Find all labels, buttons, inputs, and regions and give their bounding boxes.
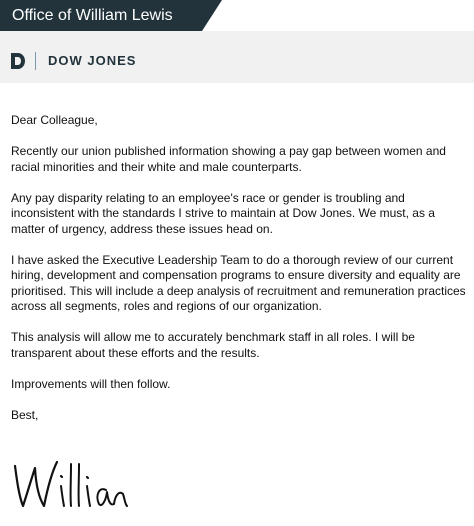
letter-paragraph: Improvements will then follow.	[11, 376, 171, 391]
letter-body	[11, 113, 466, 439]
company-logo-text: DOW JONES	[48, 53, 137, 68]
logo-divider	[35, 52, 36, 70]
letter-paragraph: Any pay disparity relating to an employee's race or gender is troubling and inconsistent with the standards I strive to maintain at Dow Jones. We must, as a matter of urgency, address these issues head on.	[11, 190, 435, 236]
letter-closing: Best,	[11, 407, 39, 422]
letter-paragraph: Recently our union published information showing a pay gap between women and racial minorities and their white and male counterparts.	[11, 144, 446, 174]
letter-paragraph: I have asked the Executive Leadership Team to do a thorough review of our current hiring, development and compensation programs to ensure diversity and equality are prioritised. This will include a deep analysis of recruitment and remuneration practices across all segments, roles and regions of our organization.	[11, 252, 466, 313]
handwritten-signature	[11, 456, 131, 516]
letter-salutation: Dear Colleague,	[11, 113, 98, 127]
page-title: Office of William Lewis	[12, 7, 173, 24]
dow-jones-d-mark-icon	[11, 53, 25, 69]
letter-paragraph: This analysis will allow me to accurately benchmark staff in all roles. I will be transparent about these efforts and the results.	[11, 330, 415, 360]
